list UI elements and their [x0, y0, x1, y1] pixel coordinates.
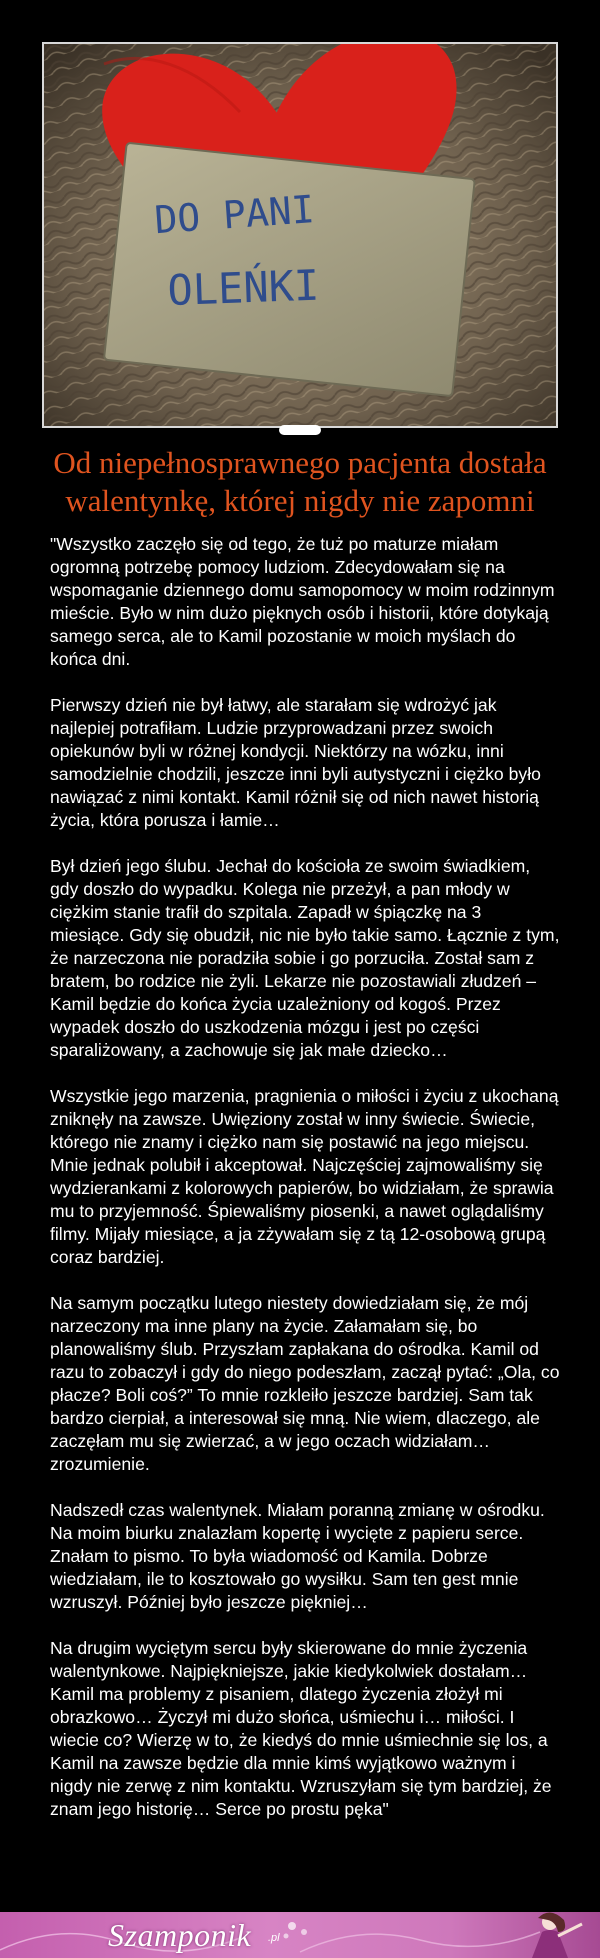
- site-footer-banner[interactable]: [0, 1912, 600, 1958]
- article-title: Od niepełnosprawnego pacjenta dostała walentynkę, której nigdy nie zapomni: [53, 445, 547, 518]
- article-paragraph: Na drugim wyciętym sercu były skierowane do mnie życzenia walentynkowe. Najpiękniejsze, jakie kiedykolwiek dostałam… Kamil ma problemy z pisaniem, dlatego życzenia złożył mi obrazkowo… Życzył mi dużo słońca, uśmiechu i… miłości. I wiecie co? Wierzę w to, że kiedyś do mnie uśmiechnie się los, a Kamil na zawsze będzie dla mnie kimś wyjątkowo ważnym i nigdy nie zerwę z nim kontaktu. Wzruszyłam się tym bardziej, że znam jego historię… Serce po prostu pęka": [50, 1638, 552, 1819]
- photo-frame-tab: [279, 425, 321, 435]
- envelope: [104, 143, 475, 396]
- article-paragraph: Był dzień jego ślubu. Jechał do kościoła ze swoim świadkiem, gdy doszło do wypadku. Kolega nie przeżył, a pan młody w ciężkim stanie trafił do szpitala. Zapadł w śpiączkę na 3 miesiące. Gdy się obudził, nic nie było takie samo. Łącznie z tym, że narzeczona nie poradziła sobie i go porzuciła. Został sam z bratem, bo rodzice nie żyli. Lekarze nie pozostawiali złudzeń – Kamil będzie do końca życia uzależniony od kogoś. Przez wypadek doszło do uszkodzenia mózgu i jest po części sparaliżowany, a zachowuje się jak małe dziecko…: [50, 856, 560, 1060]
- site-logo[interactable]: Szamponik: [108, 1917, 252, 1953]
- article-paragraph: Wszystkie jego marzenia, pragnienia o miłości i życiu z ukochaną zniknęły na zawsze. Uwięziony został w inny świecie. Świecie, którego nie znamy i ciężko nam się postawić na jego miejscu. Mnie jednak polubił i akceptował. Najczęściej zajmowaliśmy się wydzierankami z kolorowych papierów, bo widziałam, że sprawia mu to przyjemność. Śpiewaliśmy piosenki, a nawet oglądaliśmy filmy. Mijały miesiące, a ja zżywałam się z tą 12-osobową grupą coraz bardziej.: [50, 1086, 559, 1267]
- woman-figure-icon: [498, 1912, 588, 1958]
- envelope-text-line2: OLEŃKI: [166, 260, 320, 315]
- site-logo-suffix: .pl: [268, 1932, 280, 1944]
- article-paragraph: Pierwszy dzień nie był łatwy, ale starałam się wdrożyć jak najlepiej potrafiłam. Ludzie przyprowadzani przez swoich opiekunów byli w różnej kondycji. Niektórzy na wózku, inni samodzielnie chodzili, jeszcze inni byli autystyczni i ciężko było nawiązać z nimi kontakt. Kamil różnił się od nich nawet historią życia, która porusza i łamie…: [50, 695, 541, 830]
- article-photo: [42, 42, 558, 428]
- article-paragraph: Nadszedł czas walentynek. Miałam poranną zmianę w ośrodku. Na moim biurku znalazłam kopertę i wycięte z papieru serce. Znałam to pismo. To była wiadomość od Kamila. Dobrze wiedziałam, ile to kosztowało go wysiłku. Sam ten gest mnie wzruszył. Później było jeszcze piękniej…: [50, 1500, 545, 1612]
- envelope-text-line1: DO PANI: [153, 187, 316, 243]
- article-paragraph: Na samym początku lutego niestety dowiedziałam się, że mój narzeczony ma inne plany na życie. Załamałam się, bo planowaliśmy ślub. Przyszłam zapłakana do ośrodka. Kamil od razu to zobaczył i gdy do niego podeszłam, zaczął pytać: „Ola, co płacze? Boli coś?” To mnie rozkleiło jeszcze bardziej. Sam tak bardzo cierpiał, a interesował się mną. Nie wiem, dlaczego, ale zaczęłam mu się zwierzać, a w jego oczach widziałam… zrozumienie.: [50, 1293, 560, 1474]
- article-paragraph: "Wszystko zaczęło się od tego, że tuż po maturze miałam ogromną potrzebę pomocy ludziom. Zdecydowałam się na wspomaganie dziennego domu samopomocy w moim rodzinnym mieście. Było w nim dużo pięknych osób i historii, które dotykają samego serca, ale to Kamil pozostanie w moich myślach do końca dni.: [50, 534, 555, 669]
- article-body: [50, 533, 560, 1844]
